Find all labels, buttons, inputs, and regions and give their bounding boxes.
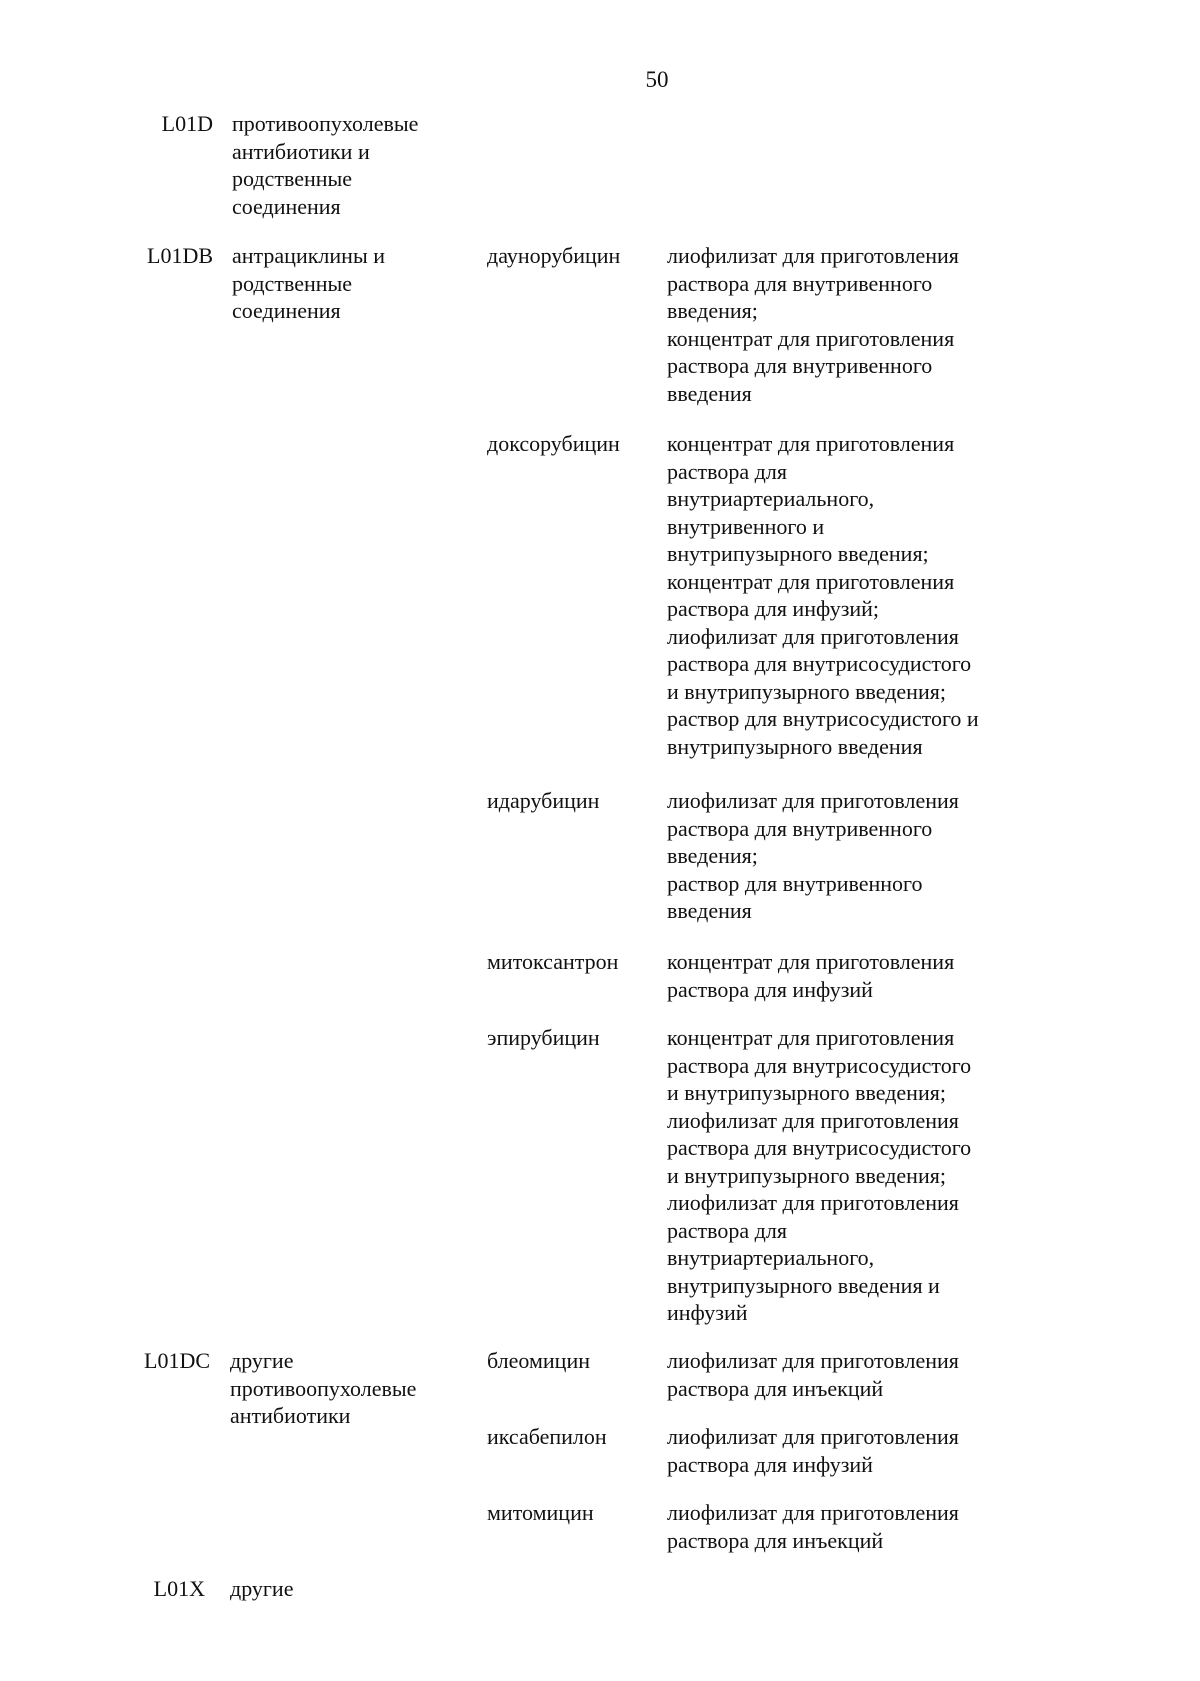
- dosage-form-mitoxantrone: концентрат для приготовления раствора для инфузий: [667, 949, 955, 1002]
- atc-group-name-l01x: другие: [230, 1576, 294, 1601]
- atc-code-l01db: L01DB: [147, 243, 213, 268]
- dosage-form-idarubicin: лиофилизат для приготовления раствора для внутривенного введения; раствор для внутривенного введения: [667, 788, 959, 923]
- drug-name-bleomycin: блеомицин: [487, 1348, 590, 1373]
- drug-name-mitoxantrone: митоксантрон: [487, 949, 619, 974]
- dosage-form-bleomycin: лиофилизат для приготовления раствора для инъекций: [667, 1348, 959, 1401]
- dosage-form-ixabepilone: лиофилизат для приготовления раствора для инфузий: [667, 1424, 959, 1477]
- drug-name-ixabepilone: иксабепилон: [487, 1424, 607, 1449]
- drug-name-epirubicin: эпирубицин: [487, 1025, 600, 1050]
- drug-name-doxorubicin: доксорубицин: [487, 431, 620, 456]
- drug-name-mitomycin: митомицин: [487, 1500, 594, 1525]
- atc-code-l01x: L01X: [153, 1576, 205, 1601]
- atc-code-l01d: L01D: [161, 111, 213, 136]
- atc-group-name-l01db: антрациклины и родственные соединения: [232, 243, 386, 323]
- dosage-form-doxorubicin: концентрат для приготовления раствора для внутриартериального, внутривенного и внутрипузырного введения; концентрат для приготовления раствора для инфузий; лиофилизат для приготовления раствора для внутрисосудистого и внутрипузырного введения; раствор для внутрисосудистого и внутрипузырного введения: [667, 431, 979, 759]
- drug-name-daunorubicin: даунорубицин: [487, 243, 621, 268]
- page-number: 50: [645, 67, 669, 92]
- dosage-form-epirubicin: концентрат для приготовления раствора для внутрисосудистого и внутрипузырного введения; лиофилизат для приготовления раствора для внутрисосудистого и внутрипузырного введения; лиофилизат для приготовления раствора для внутриартериального, внутрипузырного введения и инфузий: [667, 1025, 972, 1325]
- dosage-form-daunorubicin: лиофилизат для приготовления раствора для внутривенного введения; концентрат для приготовления раствора для внутривенного введения: [667, 243, 959, 406]
- drug-name-idarubicin: идарубицин: [487, 788, 600, 813]
- atc-group-name-l01d: противоопухолевые антибиотики и родственные соединения: [232, 111, 419, 219]
- atc-code-l01dc: L01DC: [144, 1348, 210, 1373]
- dosage-form-mitomycin: лиофилизат для приготовления раствора для инъекций: [667, 1500, 959, 1553]
- atc-group-name-l01dc: другие противоопухолевые антибиотики: [230, 1348, 417, 1428]
